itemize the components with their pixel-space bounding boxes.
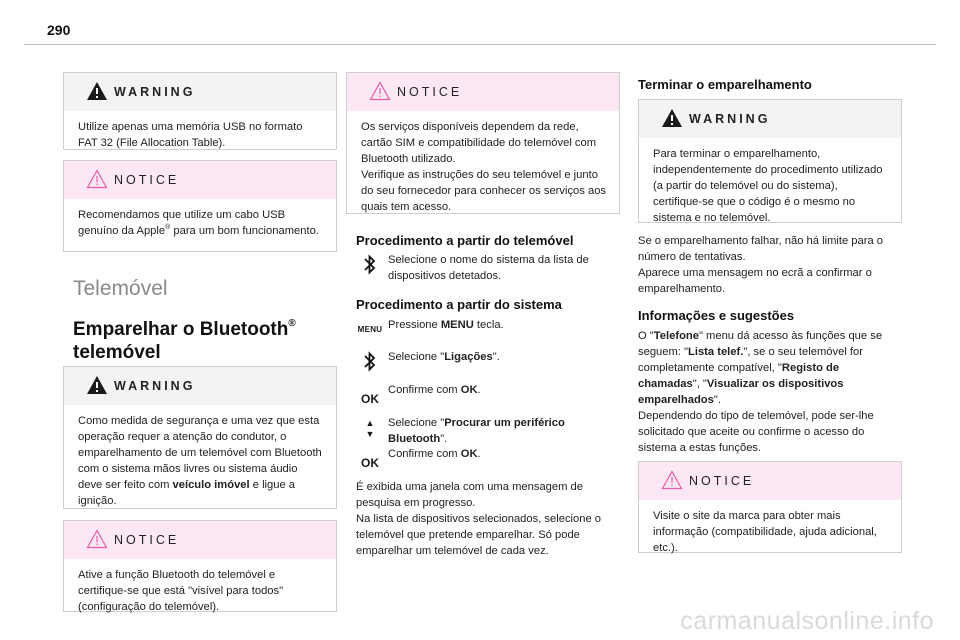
pairing-failure-paragraph: Se o emparelhamento falhar, não há limite para o número de tentativas. Aparece uma mensagem no ecrã a confirmar o emparelhamento. xyxy=(638,235,884,295)
ok-button-glyph: OK xyxy=(361,392,379,406)
heading-info-tips: Informações e sugestões xyxy=(638,308,795,323)
notice-header xyxy=(64,161,336,199)
warning-icon xyxy=(86,375,108,395)
warning-title: WARNING xyxy=(689,112,771,126)
search-paragraph: É exibida uma janela com uma mensagem de pesquisa em progresso. Na lista de dispositivos selecionados, selecione o telemóvel que pretende emparelhar. Só pode emparelhar um telemóvel de cada vez. xyxy=(356,481,602,557)
step-connections xyxy=(352,349,620,375)
step-text: Pressione MENU tecla. xyxy=(388,319,504,331)
warning-header xyxy=(639,100,901,138)
notice-icon xyxy=(86,529,108,549)
watermark: carmanualsonline.info xyxy=(680,607,934,635)
notice-title: NOTICE xyxy=(397,85,463,99)
info-paragraph: O "Telefone" menu dá acesso às funções que se seguem: "Lista telef.", se o seu telemóvel for completamente compatível, "Registo de chamadas", "Visualizar os dispositivos emparelhados". Dependendo do tipo de telemóvel, pode ser-lhe solicitado que aceite ou confirme o acesso do sistema a estas funções. xyxy=(638,330,883,454)
notice-box-bluetooth-visible xyxy=(63,520,337,612)
notice-box-website xyxy=(638,461,902,553)
chapter-title: Telemóvel xyxy=(73,277,168,300)
warning-box-usb xyxy=(63,72,337,150)
bluetooth-icon xyxy=(363,349,377,375)
notice-title: NOTICE xyxy=(114,533,180,547)
notice-icon xyxy=(661,470,683,490)
warning-box-safety xyxy=(63,366,337,509)
step-text: Selecione "Ligações". xyxy=(388,351,500,363)
warning-text: Para terminar o emparelhamento, independentemente do procedimento utilizado (a partir do telemóvel ou do sistema), certifique-se que o código é o mesmo no sistema e no telemóvel. xyxy=(653,148,883,224)
step-confirm-ok xyxy=(352,382,620,406)
warning-header xyxy=(64,367,336,405)
notice-text: Recomendamos que utilize um cabo USB genuíno da Apple® para um bom funcionamento. xyxy=(78,209,319,237)
notice-text: Os serviços disponíveis dependem da rede, cartão SIM e compatibilidade do telemóvel com Bluetooth utilizado. Verifique as instruções do seu telemóvel e junto do seu fornecedor para conhecer os serviços aos quais tem acesso. xyxy=(361,121,607,213)
step-text: Selecione "Procurar um periférico Bluetooth". xyxy=(388,417,565,445)
warning-title: WARNING xyxy=(114,379,196,393)
section-title: Emparelhar o Bluetooth® telemóvel xyxy=(73,318,296,363)
notice-icon xyxy=(369,81,391,101)
warning-icon xyxy=(661,108,683,128)
notice-box-services xyxy=(346,72,620,214)
step-text: Selecione o nome do sistema da lista de dispositivos detetados. xyxy=(388,254,589,282)
notice-box-usb-cable xyxy=(63,160,337,252)
warning-title: WARNING xyxy=(114,85,196,99)
warning-header xyxy=(64,73,336,111)
arrow-up-icon: ▲ xyxy=(365,418,375,428)
notice-title: NOTICE xyxy=(689,474,755,488)
warning-text: Como medida de segurança e uma vez que esta operação requer a atenção do condutor, o emparelhamento de um telemóvel com Bluetooth com o sistema mãos livres ou sistema áudio deve ser feito com veículo imóvel e ligue a ignição. xyxy=(78,415,322,507)
ok-button-glyph: OK xyxy=(361,456,379,470)
heading-system-procedure: Procedimento a partir do sistema xyxy=(356,297,562,312)
menu-button-glyph: MENU xyxy=(357,325,383,334)
step-text: Confirme com OK. xyxy=(388,448,481,460)
notice-icon xyxy=(86,169,108,189)
heading-end-pairing: Terminar o emparelhamento xyxy=(638,77,812,92)
step-menu xyxy=(352,317,620,334)
heading-phone-procedure: Procedimento a partir do telemóvel xyxy=(356,233,574,248)
notice-header xyxy=(639,462,901,500)
notice-header xyxy=(64,521,336,559)
step-search-device xyxy=(352,415,620,447)
arrow-down-icon: ▼ xyxy=(365,429,375,439)
page-number: 290 xyxy=(47,22,71,38)
step-phone-select xyxy=(352,252,620,284)
notice-header xyxy=(347,73,619,111)
bluetooth-icon xyxy=(363,252,377,278)
warning-text: Utilize apenas uma memória USB no formato FAT 32 (File Allocation Table). xyxy=(78,121,303,149)
notice-text: Ative a função Bluetooth do telemóvel e certifique-se que está "visível para todos" (configuração do telemóvel). xyxy=(78,569,284,613)
notice-title: NOTICE xyxy=(114,173,180,187)
step-confirm-ok-2 xyxy=(352,446,620,470)
warning-box-code xyxy=(638,99,902,223)
step-text: Confirme com OK. xyxy=(388,384,481,396)
header-rule xyxy=(24,44,936,45)
notice-text: Visite o site da marca para obter mais informação (compatibilidade, ajuda adicional, etc.). xyxy=(653,510,877,554)
warning-icon xyxy=(86,81,108,101)
